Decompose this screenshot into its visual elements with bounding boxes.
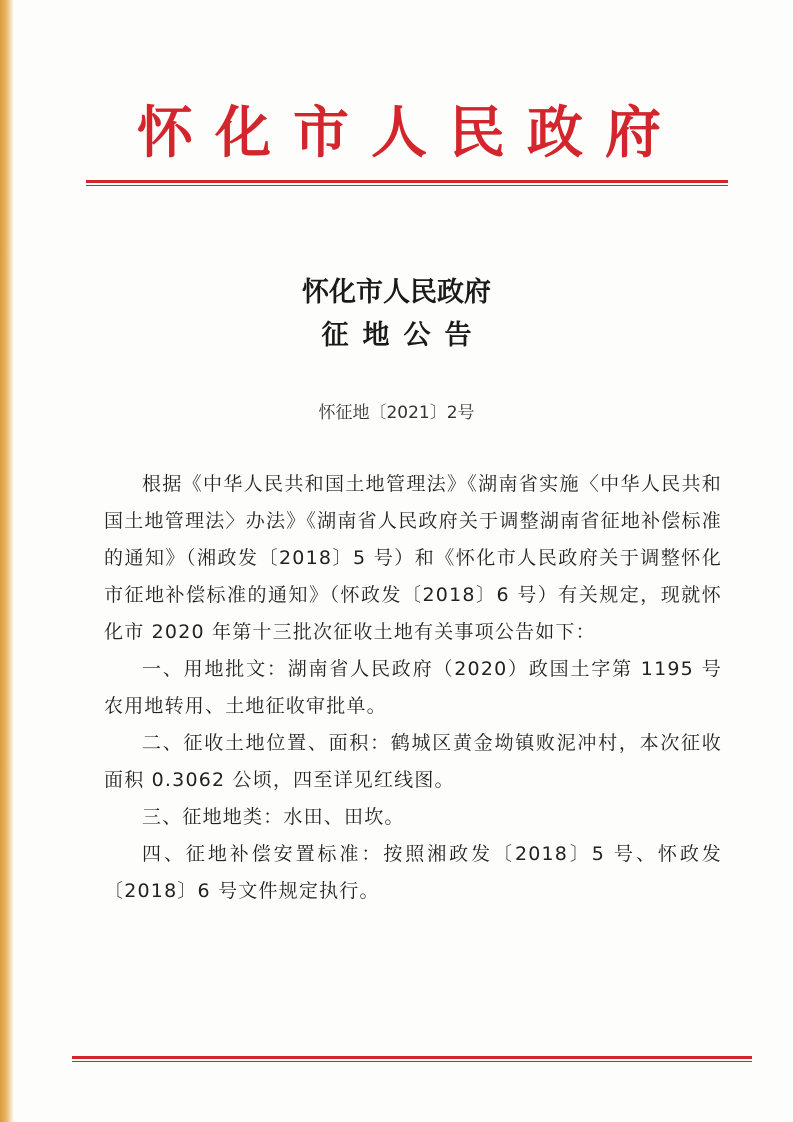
body-item-compensation-standard: 四、征地补偿安置标准：按照湘政发〔2018〕5 号、怀政发〔2018〕6 号文件规定执行。 [104,843,722,902]
page-edge-shadow [0,0,14,1122]
document-body [104,466,722,910]
document-title-type: 征地公告 [321,320,486,351]
document-number: 怀征地〔2021〕2号 [318,403,475,423]
body-intro-paragraph: 根据《中华人民共和国土地管理法》《湖南省实施〈中华人民共和国土地管理法〉办法》《湖南省人民政府关于调整湖南省征地补偿标准的通知》（湘政发〔2018〕5 号）和《怀化市人民政府关于调整怀化市征地补偿标准的通知》（怀政发〔2018〕6 号）有关规定，现就怀化市 2020 年第十三批次征收土地有关事项公告如下： [104,473,722,643]
header-red-rule-thin [86,185,728,186]
document-title-issuer: 怀化市人民政府 [302,277,491,308]
footer-red-rule-thin [72,1061,752,1062]
body-item-location-area: 二、征收土地位置、面积：鹤城区黄金坳镇败泥冲村，本次征收面积 0.3062 公顷，四至详见红线图。 [104,732,722,791]
header-red-rule [86,180,728,183]
body-item-land-type: 三、征地地类：水田、田坎。 [142,806,405,828]
body-item-approval: 一、用地批文：湖南省人民政府（2020）政国土字第 1195 号农用地转用、土地征收审批单。 [104,658,722,717]
footer-red-rule [72,1056,752,1059]
red-header-title: 怀化市人民政府 [137,100,683,166]
